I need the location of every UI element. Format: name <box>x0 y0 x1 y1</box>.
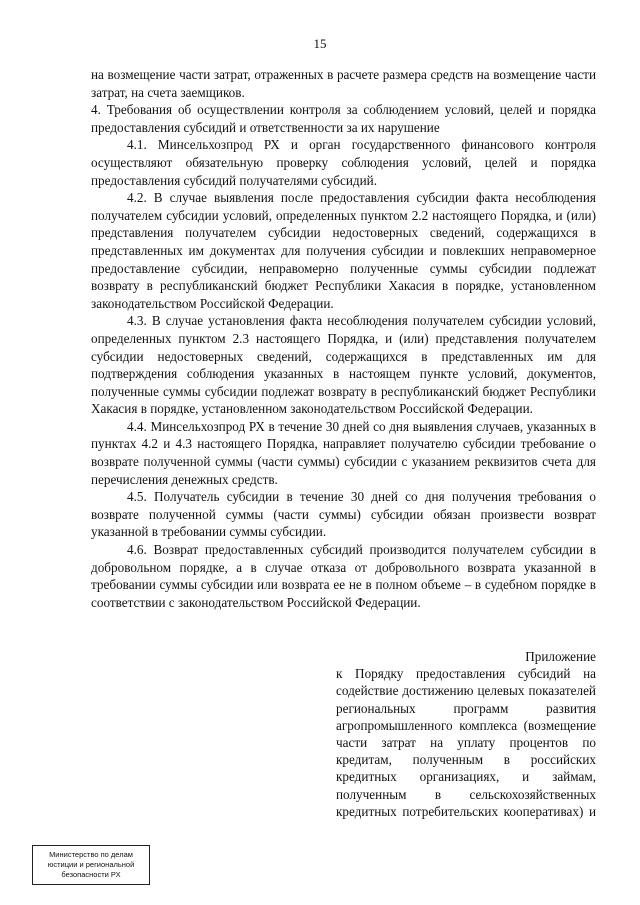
appendix-block <box>336 648 596 820</box>
paragraph-4-2: 4.2. В случае выявления после предоставления субсидии факта несоблюдения получателем субсидии условий, определенных пунктом 2.2 настоящего Порядка, и (или) представления получателем субсидии недостоверных сведений, содержащихся в представленных им документах для получения субсидии и повлекших неправомерное предоставление субсидии, неправомерно полученные суммы субсидии подлежат возврату в республиканский бюджет Республики Хакасия в порядке, установленном законодательством Российской Федерации. <box>91 190 596 311</box>
paragraph-4-5: 4.5. Получатель субсидии в течение 30 дней со дня получения требования о возврате полученной суммы (части суммы) субсидии обязан произвести возврат указанной в требовании суммы субсидии. <box>91 489 596 540</box>
paragraph-4-1: 4.1. Минсельхозпрод РХ и орган государственного финансового контроля осуществляют обязательную проверку соблюдения условий, целей и порядка предоставления субсидий получателями субсидий. <box>91 137 596 188</box>
stamp-line: юстиции и региональной <box>47 860 135 869</box>
page-number: 15 <box>313 36 327 51</box>
ministry-stamp <box>32 845 150 885</box>
paragraph-4-4: 4.4. Минсельхозпрод РХ в течение 30 дней со дня выявления случаев, указанных в пунктах 4.2 и 4.3 настоящего Порядка, направляет получателю субсидии требование о возврате полученной суммы (части суммы) субсидии с указанием реквизитов счета для перечисления денежных средств. <box>91 418 596 487</box>
intro-paragraph: на возмещение части затрат, отраженных в расчете размера средств на возмещение части затрат, на счета заемщиков. <box>91 67 596 100</box>
section-heading: 4. Требования об осуществлении контроля за соблюдением условий, целей и порядка предоставления субсидий и ответственности за их нарушение <box>91 102 596 135</box>
stamp-line: безопасности РХ <box>61 870 121 879</box>
appendix-title: Приложение <box>525 649 596 664</box>
stamp-line: Министерство по делам <box>49 850 133 859</box>
paragraph-4-3: 4.3. В случае установления факта несоблюдения получателем субсидии условий, определенных пунктом 2.3 настоящего Порядка, и (или) представления получателем субсидии недостоверных сведений, содержащихся в представленных им для подтверждения соблюдения указанных в настоящем пункте условий, документов, полученные суммы субсидии подлежат возврату в республиканский бюджет Республики Хакасия в порядке, установленном законодательством Российской Федерации. <box>91 313 596 417</box>
document-body <box>91 66 596 611</box>
paragraph-4-6: 4.6. Возврат предоставленных субсидий производится получателем субсидии в добровольном порядке, а в случае отказа от добровольного возврата указанной в требовании суммы субсидии или возврата ее не в полном объеме – в судебном порядке в соответствии с законодательством Российской Федерации. <box>91 542 596 610</box>
appendix-text: к Порядку предоставления субсидий на содействие достижению целевых показателей региональных программ развития агропромышленного комплекса (возмещение части затрат на уплату процентов по кредитам, полученным в российских кредитных организациях, и займам, полученным в сельскохозяйственных кредитных потребительских кооперативах) и <box>336 666 596 819</box>
